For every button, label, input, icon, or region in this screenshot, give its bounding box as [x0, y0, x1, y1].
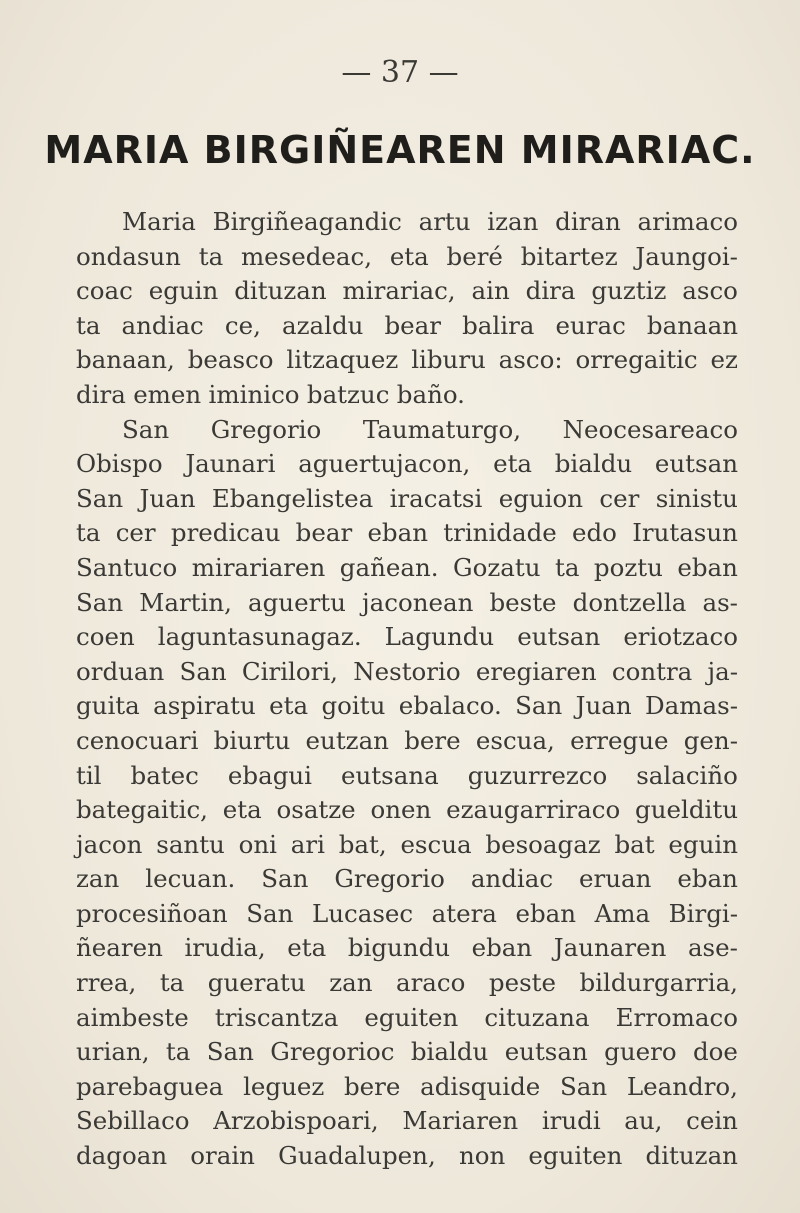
text-line: procesiñoan San Lucasec atera eban Ama Birgi- [76, 898, 738, 928]
text-line: dira emen iminico batzuc baño. [76, 379, 465, 409]
text-line: San Gregorio Taumaturgo, Neocesareaco [122, 414, 738, 444]
text-line: coac eguin dituzan mirariac, ain dira guztiz asco [76, 276, 738, 306]
text-line: ñearen irudia, eta bigundu eban Jaunaren ase- [76, 933, 738, 963]
text-line: Obispo Jaunari aguertujacon, eta bialdu eutsan [76, 449, 738, 479]
text-line: dagoan orain Guadalupen, non eguiten dituzan [76, 1141, 738, 1171]
body-text [76, 205, 738, 1174]
text-line: banaan, beasco litzaquez liburu asco: orregaitic ez [76, 345, 738, 375]
text-line: til batec ebagui eutsana guzurrezco salaciño [76, 760, 738, 790]
text-line: urian, ta San Gregorioc bialdu eutsan guero doe [76, 1037, 738, 1067]
text-line: parebaguea leguez bere adisquide San Leandro, [76, 1071, 738, 1101]
text-line: ta andiac ce, azaldu bear balira eurac banaan [76, 310, 738, 340]
text-line: jacon santu oni ari bat, escua besoagaz bat eguin [76, 829, 738, 859]
text-line: Santuco mirariaren gañean. Gozatu ta poztu eban [76, 552, 738, 582]
text-line: aimbeste triscantza eguiten cituzana Erromaco [76, 1002, 738, 1032]
text-line: Sebillaco Arzobispoari, Mariaren irudi au, cein [76, 1106, 738, 1136]
text-line: Maria Birgiñeagandic artu izan diran arimaco [122, 207, 738, 236]
text-line: coen laguntasunagaz. Lagundu eutsan eriotzaco [76, 622, 738, 652]
text-line: zan lecuan. San Gregorio andiac eruan eban [76, 864, 738, 894]
text-line: ta cer predicau bear eban trinidade edo Irutasun [76, 518, 738, 548]
text-line: cenocuari biurtu eutzan bere escua, erregue gen- [76, 725, 738, 755]
chapter-title: MARIA BIRGIÑEAREN MIRARIAC. [44, 128, 756, 172]
text-line: orduan San Cirilori, Nestorio eregiaren contra ja- [76, 656, 738, 686]
text-line: bategaitic, eta osatze onen ezaugarriraco guelditu [76, 795, 738, 825]
text-line: San Martin, aguertu jaconean beste dontzella as- [76, 587, 738, 617]
text-line: guita aspiratu eta goitu ebalaco. San Juan Damas- [76, 691, 738, 721]
page-number: — 37 — [341, 55, 459, 90]
text-line: San Juan Ebangelistea iracatsi eguion cer sinistu [76, 483, 738, 513]
text-line: ondasun ta mesedeac, eta beré bitartez Jaungoi- [76, 241, 738, 271]
text-line: rrea, ta gueratu zan araco peste bildurgarria, [76, 968, 738, 998]
